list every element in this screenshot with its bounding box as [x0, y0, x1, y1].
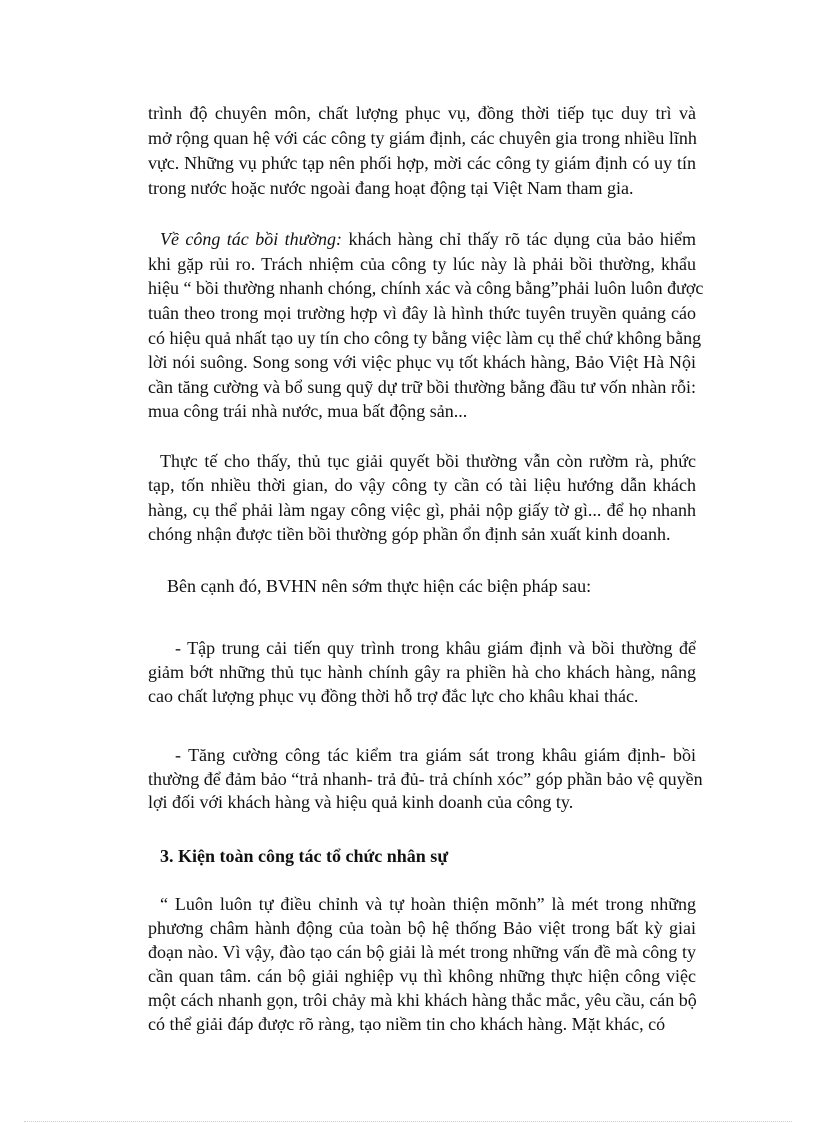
- text-line: cao chất lượng phục vụ đồng thời hỗ trợ đắc lực cho khâu khai thác.: [148, 686, 639, 706]
- text-line: trình độ chuyên môn, chất lượng phục vụ, đồng thời tiếp tục duy trì và: [148, 103, 696, 123]
- section-heading: 3. Kiện toàn công tác tổ chức nhân sự: [160, 846, 449, 866]
- text-line: thường để đảm bảo “trả nhanh- trả đủ- trả chính xóc” góp phần bảo vệ quyền: [148, 769, 703, 789]
- text-line: chóng nhận được tiền bồi thường góp phần ổn định sản xuất kinh doanh.: [148, 524, 671, 544]
- text-line: có thể giải đáp được rõ ràng, tạo niềm tin cho khách hàng. Mặt khác, có: [148, 1014, 666, 1034]
- italic-lead: Về công tác bồi thường:: [160, 229, 343, 249]
- text-line: cần quan tâm. cán bộ giải nghiệp vụ thì không những thực hiện công việc: [148, 966, 696, 986]
- text-line: Thực tế cho thấy, thủ tục giải quyết bồi thường vẫn còn rườm rà, phức: [160, 451, 696, 471]
- text-line: cần tăng cường và bổ sung quỹ dự trữ bồi thường bằng đầu tư vốn nhàn rỗi:: [148, 377, 696, 397]
- text-line: mua công trái nhà nước, mua bất động sản...: [148, 401, 468, 421]
- text-line: lợi đối với khách hàng và hiệu quả kinh doanh của công ty.: [148, 792, 574, 812]
- text-line: hiệu “ bồi thường nhanh chóng, chính xác và công bằng”phải luôn luôn được: [148, 278, 704, 298]
- text-line: tuân theo trong mọi trường hợp vì đây là hình thức tuyên truyền quảng cáo: [148, 303, 696, 323]
- text-line: đoạn nào. Vì vậy, đào tạo cán bộ giải là mét trong những vấn đề mà công ty: [148, 942, 696, 962]
- text-line: tạp, tốn nhiều thời gian, do vậy công ty cần có tài liệu hướng dẫn khách: [148, 475, 696, 495]
- text-line: giảm bớt những thủ tục hành chính gây ra phiền hà cho khách hàng, nâng: [148, 662, 696, 682]
- text-line: [160, 228, 696, 251]
- text-line: hàng, cụ thể phải làm ngay công việc gì, phải nộp giấy tờ gì... để họ nhanh: [148, 500, 696, 520]
- text-line: - Tăng cường công tác kiểm tra giám sát trong khâu giám định- bồi: [175, 745, 696, 765]
- text-line: có hiệu quả nhất tạo uy tín cho công ty bằng việc làm cụ thể chứ không bằng: [148, 328, 702, 348]
- text-line: phương châm hành động của toàn bộ hệ thống Bảo việt trong bất kỳ giai: [148, 918, 696, 938]
- text-line: khi gặp rủi ro. Trách nhiệm của công ty lúc này là phải bồi thường, khẩu: [148, 254, 696, 274]
- text-line: “ Luôn luôn tự điều chỉnh và tự hoàn thiện mõnh” là mét trong những: [160, 894, 696, 914]
- text-line: một cách nhanh gọn, trôi chảy mà khi khách hàng thắc mắc, yêu cầu, cán bộ: [148, 990, 697, 1010]
- text-run: khách hàng chỉ thấy rõ tác dụng của bảo hiểm: [342, 229, 696, 249]
- page-bottom-divider: [24, 1121, 792, 1122]
- text-line: lời nói suông. Song song với việc phục vụ tốt khách hàng, Bảo Việt Hà Nội: [148, 352, 696, 372]
- text-line: vực. Những vụ phức tạp nên phối hợp, mời các công ty giám định có uy tín: [148, 153, 696, 173]
- text-line: mở rộng quan hệ với các công ty giám định, các chuyên gia trong nhiều lĩnh: [148, 128, 697, 148]
- paragraph-4: Bên cạnh đó, BVHN nên sớm thực hiện các biện pháp sau:: [167, 576, 592, 596]
- text-line: trong nước hoặc nước ngoài đang hoạt động tại Việt Nam tham gia.: [148, 178, 634, 198]
- text-line: - Tập trung cải tiến quy trình trong khâu giám định và bồi thường để: [175, 638, 696, 658]
